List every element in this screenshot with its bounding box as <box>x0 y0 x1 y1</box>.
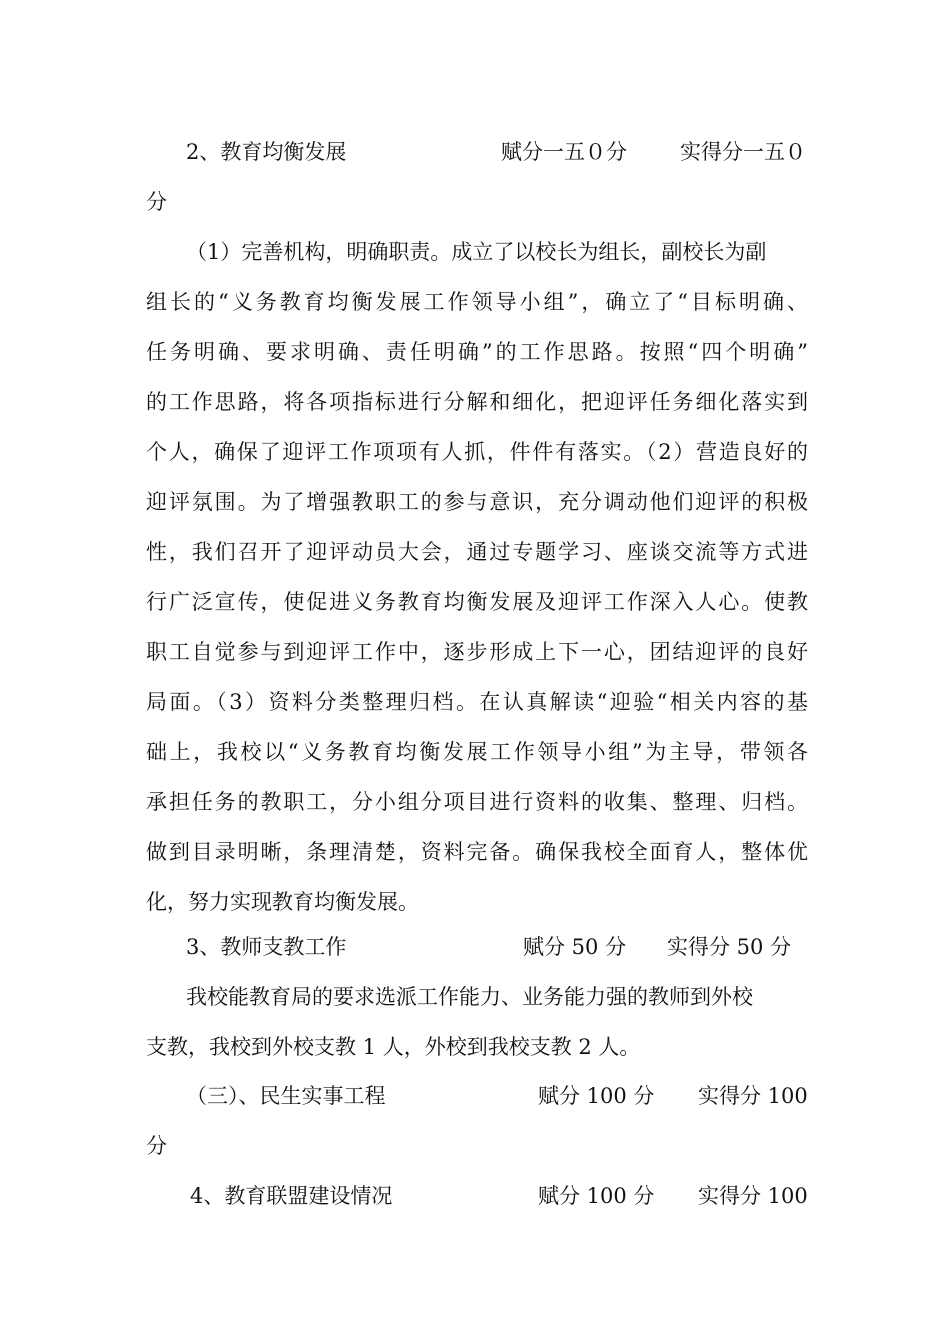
part-3-assigned-score: 赋分 100 分 <box>538 1084 655 1108</box>
part-3-unit: 分 <box>146 1134 167 1158</box>
section-2-title: 2、教育均衡发展 <box>186 140 347 164</box>
paragraph-line: 行广泛宣传，使促进义务教育均衡发展及迎评工作深入人心。使教 <box>146 590 808 614</box>
section-2-unit: 分 <box>146 190 167 214</box>
paragraph-line: 个人，确保了迎评工作项项有人抓，件件有落实。（2）营造良好的 <box>146 440 808 464</box>
section-4-actual-score: 实得分 100 <box>698 1184 808 1208</box>
paragraph-line: （1）完善机构，明确职责。成立了以校长为组长，副校长为副 <box>186 240 767 264</box>
paragraph-line: 任务明确、要求明确、责任明确”的工作思路。按照“四个明确” <box>146 340 808 364</box>
section-3-heading <box>0 922 950 972</box>
paragraph-line: 承担任务的教职工，分小组分项目进行资料的收集、整理、归档。 <box>146 790 808 814</box>
section-3-actual-score: 实得分 50 分 <box>667 935 792 959</box>
paragraph-line: 我校能教育局的要求选派工作能力、业务能力强的教师到外校 <box>186 985 753 1009</box>
section-3-assigned-score: 赋分 50 分 <box>523 935 627 959</box>
section-2-heading <box>0 127 950 177</box>
section-2-actual-score: 实得分一五０ <box>680 140 806 164</box>
part-3-actual-score: 实得分 100 <box>698 1084 808 1108</box>
section-4-title: 4、教育联盟建设情况 <box>190 1184 393 1208</box>
paragraph-line: 化，努力实现教育均衡发展。 <box>146 890 419 914</box>
paragraph-line: 组长的“义务教育均衡发展工作领导小组”，确立了“目标明确、 <box>146 290 808 314</box>
part-3-title: （三）、民生实事工程 <box>186 1084 386 1108</box>
paragraph-line: 支教，我校到外校支教 1 人，外校到我校支教 2 人。 <box>146 1035 641 1059</box>
section-2-heading-wrap <box>0 177 950 227</box>
section-3-title: 3、教师支教工作 <box>186 935 347 959</box>
paragraph-line: 迎评氛围。为了增强教职工的参与意识，充分调动他们迎评的积极 <box>146 490 808 514</box>
section-2-assigned-score: 赋分一五０分 <box>501 140 627 164</box>
part-3-heading <box>0 1071 950 1121</box>
section-4-heading <box>0 1171 950 1221</box>
section-4-assigned-score: 赋分 100 分 <box>538 1184 655 1208</box>
paragraph-line: 础上，我校以“义务教育均衡发展工作领导小组”为主导，带领各 <box>146 740 808 764</box>
paragraph-line: 做到目录明晰，条理清楚，资料完备。确保我校全面育人，整体优 <box>146 840 808 864</box>
paragraph-line: 性，我们召开了迎评动员大会，通过专题学习、座谈交流等方式进 <box>146 540 808 564</box>
paragraph-line: 职工自觉参与到迎评工作中，逐步形成上下一心，团结迎评的良好 <box>146 640 808 664</box>
paragraph-line: 的工作思路，将各项指标进行分解和细化，把迎评任务细化落实到 <box>146 390 808 414</box>
part-3-heading-wrap <box>0 1121 950 1171</box>
paragraph-line: 局面。（3）资料分类整理归档。在认真解读“迎验“相关内容的基 <box>146 690 808 714</box>
